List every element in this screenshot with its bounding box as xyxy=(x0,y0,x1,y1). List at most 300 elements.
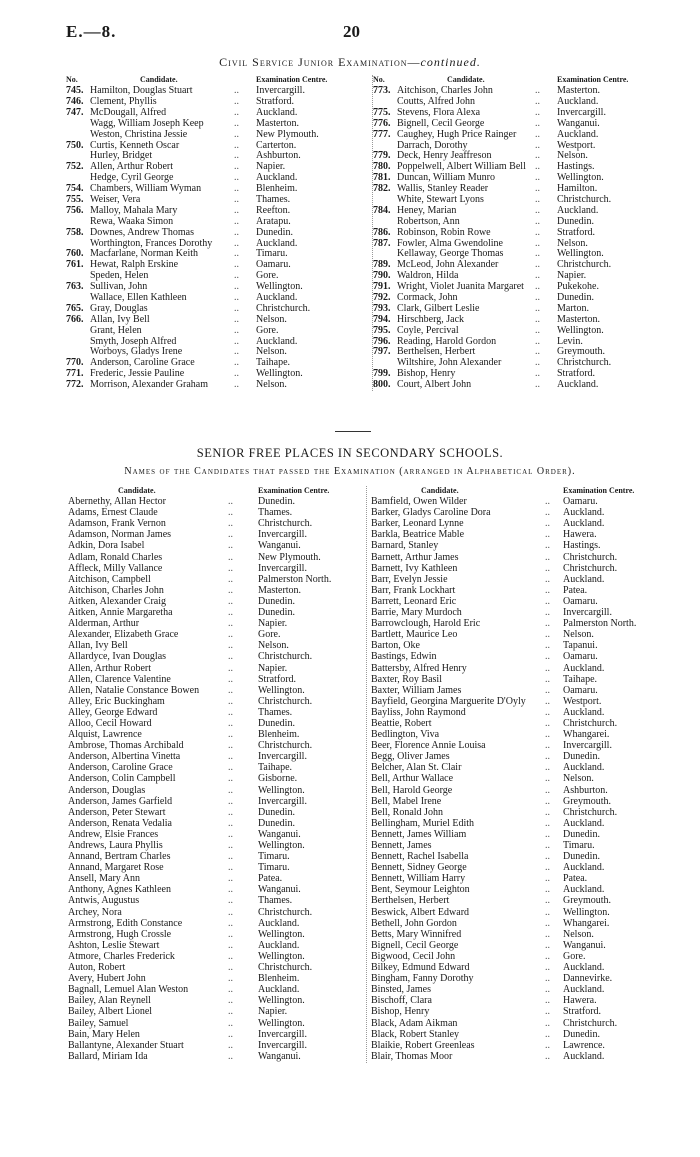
examination-centre: Wellington. xyxy=(563,906,610,918)
examination-centre: Christchurch. xyxy=(563,806,618,818)
candidate-name: Adkin, Dora Isabel xyxy=(68,540,145,552)
candidate-name: Barrowclough, Harold Eric xyxy=(371,618,481,630)
leader-dots: .. xyxy=(545,740,550,752)
leader-dots: .. xyxy=(545,640,550,652)
leader-dots: .. xyxy=(234,259,239,271)
leader-dots: .. xyxy=(545,1028,550,1040)
candidate-name: Bastings, Edwin xyxy=(371,651,437,663)
leader-dots: .. xyxy=(228,740,233,752)
list-item xyxy=(66,228,356,239)
examination-centre: Westport. xyxy=(563,695,602,707)
candidate-name: Berthelsen, Herbert xyxy=(397,346,476,358)
candidate-name: Armstrong, Edith Constance xyxy=(68,917,183,929)
leader-dots: .. xyxy=(228,939,233,951)
leader-dots: .. xyxy=(545,595,550,607)
leader-dots: .. xyxy=(228,906,233,918)
list-item xyxy=(68,1007,358,1018)
examination-centre: Invercargill. xyxy=(563,607,612,619)
leader-dots: .. xyxy=(234,215,239,227)
candidate-name: Baxter, William James xyxy=(371,684,462,696)
examination-centre: Invercargill. xyxy=(563,740,612,752)
leader-dots: .. xyxy=(545,673,550,685)
candidate-name: Bailey, Samuel xyxy=(68,1017,129,1029)
candidate-name: Aitchison, Charles John xyxy=(397,85,493,97)
leader-dots: .. xyxy=(234,324,239,336)
candidate-name: Barrie, Mary Murdoch xyxy=(371,607,462,619)
leader-dots: .. xyxy=(545,1017,550,1029)
leader-dots: .. xyxy=(234,183,239,195)
candidate-name: Bedlington, Viva xyxy=(371,729,440,741)
leader-dots: .. xyxy=(535,95,540,107)
examination-centre: Stratford. xyxy=(258,673,297,685)
examination-centre: Dunedin. xyxy=(563,1028,600,1040)
candidate-name: Allen, Natalie Constance Bowen xyxy=(68,684,200,696)
list-item xyxy=(68,1052,358,1063)
candidate-name: Bigwood, Cecil John xyxy=(371,950,456,962)
examination-centre: New Plymouth. xyxy=(256,128,319,140)
examination-centre: Wellington. xyxy=(258,684,305,696)
leader-dots: .. xyxy=(545,662,550,674)
candidate-name: Malloy, Mahala Mary xyxy=(90,204,178,216)
leader-dots: .. xyxy=(535,226,540,238)
examination-centre: Gore. xyxy=(256,324,279,336)
list-item xyxy=(367,908,687,919)
candidate-name: Bent, Seymour Leighton xyxy=(371,884,470,896)
examination-centre: Masterton. xyxy=(256,117,300,129)
leader-dots: .. xyxy=(228,984,233,996)
candidate-name: Anderson, Douglas xyxy=(68,784,146,796)
examination-centre: Auckland. xyxy=(563,507,605,519)
civil-service-list-left xyxy=(66,75,356,391)
examination-centre: Wellington. xyxy=(256,281,303,293)
examination-centre: Wellington. xyxy=(557,324,604,336)
leader-dots: .. xyxy=(228,662,233,674)
candidate-name: Allen, Clarence Valentine xyxy=(68,673,171,685)
candidate-name: Gray, Douglas xyxy=(90,302,148,314)
leader-dots: .. xyxy=(535,259,540,271)
candidate-name: Annand, Margaret Rose xyxy=(68,862,164,874)
examination-centre: Auckland. xyxy=(563,962,605,974)
examination-centre: Dunedin. xyxy=(258,595,295,607)
examination-centre: Wellington. xyxy=(258,840,305,851)
candidate-name: Bell, Harold George xyxy=(371,784,453,796)
leader-dots: .. xyxy=(234,292,239,304)
leader-dots: .. xyxy=(545,939,550,951)
candidate-name: Grant, Helen xyxy=(90,324,142,336)
candidate-name: Bamfield, Owen Wilder xyxy=(371,496,467,508)
candidate-name: Barker, Gladys Caroline Dora xyxy=(371,507,491,519)
candidate-name: Bishop, Henry xyxy=(397,368,456,380)
list-item xyxy=(68,1019,358,1030)
examination-centre: Oamaru. xyxy=(563,651,598,663)
examination-centre: Masterton. xyxy=(258,584,302,596)
candidate-number: 781. xyxy=(373,172,391,184)
candidate-number: 756. xyxy=(66,204,84,216)
candidate-name: Clement, Phyllis xyxy=(90,95,157,107)
examination-centre: Thames. xyxy=(258,507,293,519)
leader-dots: .. xyxy=(228,851,233,863)
leader-dots: .. xyxy=(234,313,239,325)
list-item xyxy=(367,896,687,907)
section-title-civil-service xyxy=(0,55,700,70)
examination-centre: Auckland. xyxy=(258,984,300,996)
examination-centre: Patea. xyxy=(563,584,588,596)
examination-centre: New Plymouth. xyxy=(258,551,321,563)
candidate-name: Annand, Bertram Charles xyxy=(68,851,171,863)
header-no: No. xyxy=(373,75,385,84)
examination-centre: Blenheim. xyxy=(258,973,300,985)
examination-centre: Timaru. xyxy=(563,840,595,851)
candidate-number: 797. xyxy=(373,346,391,358)
examination-centre: Wellington. xyxy=(557,172,604,184)
examination-centre: Christchurch. xyxy=(256,302,311,314)
examination-centre: Thames. xyxy=(258,706,293,718)
leader-dots: .. xyxy=(234,106,239,118)
candidate-name: Battersby, Alfred Henry xyxy=(371,662,467,674)
list-item xyxy=(66,326,356,337)
candidate-name: Alquist, Lawrence xyxy=(68,729,142,741)
examination-centre: Auckland. xyxy=(563,862,605,874)
examination-centre: Nelson. xyxy=(256,379,287,391)
candidate-number: 787. xyxy=(373,237,391,249)
examination-centre: Aratapu. xyxy=(256,215,291,227)
examination-centre: Nelson. xyxy=(258,640,289,652)
candidate-name: Hamilton, Douglas Stuart xyxy=(90,85,193,97)
examination-centre: Taihape. xyxy=(258,762,293,774)
candidate-name: Hirschberg, Jack xyxy=(397,313,465,325)
candidate-name: Kellaway, George Thomas xyxy=(397,248,504,260)
leader-dots: .. xyxy=(228,540,233,552)
leader-dots: .. xyxy=(545,806,550,818)
candidate-name: Bennett, William Harry xyxy=(371,873,466,885)
examination-centre: Christchurch. xyxy=(563,717,618,729)
candidate-name: Worthington, Frances Dorothy xyxy=(90,237,213,249)
leader-dots: .. xyxy=(545,551,550,563)
examination-centre: Hawera. xyxy=(563,995,597,1007)
candidate-name: Anderson, Caroline Grace xyxy=(90,357,195,369)
leader-dots: .. xyxy=(535,248,540,260)
leader-dots: .. xyxy=(545,784,550,796)
examination-centre: Nelson. xyxy=(256,346,287,358)
candidate-name: Sullivan, John xyxy=(90,281,148,293)
candidate-name: Aitchison, Campbell xyxy=(68,573,151,585)
header-no: No. xyxy=(66,75,78,84)
examination-centre: Invercargill. xyxy=(258,795,307,807)
leader-dots: .. xyxy=(545,928,550,940)
examination-centre: Blenheim. xyxy=(258,729,300,741)
list-item xyxy=(373,228,673,239)
candidate-name: Allen, Arthur Robert xyxy=(90,161,174,173)
list-item xyxy=(68,896,358,907)
candidate-name: White, Stewart Lyons xyxy=(397,194,484,205)
examination-centre: Auckland. xyxy=(557,379,599,391)
examination-centre: Oamaru. xyxy=(563,496,598,508)
examination-centre: Dunedin. xyxy=(258,806,295,818)
candidate-name: Ambrose, Thomas Archibald xyxy=(68,740,184,752)
examination-centre: Dunedin. xyxy=(563,828,600,840)
leader-dots: .. xyxy=(228,595,233,607)
leader-dots: .. xyxy=(545,651,550,663)
examination-centre: Invercargill. xyxy=(258,1039,307,1051)
leader-dots: .. xyxy=(234,161,239,173)
leader-dots: .. xyxy=(545,995,550,1007)
leader-dots: .. xyxy=(545,562,550,574)
candidate-name: Andrew, Elsie Frances xyxy=(68,828,159,840)
candidate-name: Barr, Frank Lockhart xyxy=(371,584,456,596)
examination-centre: Nelson. xyxy=(557,150,588,162)
leader-dots: .. xyxy=(228,862,233,874)
examination-centre: Dunedin. xyxy=(557,215,594,227)
examination-centre: Invercargill. xyxy=(258,562,307,574)
leader-dots: .. xyxy=(228,995,233,1007)
candidate-name: Darrach, Dorothy xyxy=(397,139,468,151)
examination-centre: Wanganui. xyxy=(258,884,301,896)
leader-dots: .. xyxy=(535,302,540,314)
list-item xyxy=(68,652,358,663)
examination-centre: Gore. xyxy=(258,629,281,641)
leader-dots: .. xyxy=(234,237,239,249)
leader-dots: .. xyxy=(228,573,233,585)
leader-dots: .. xyxy=(545,751,550,763)
leader-dots: .. xyxy=(545,684,550,696)
candidate-number: 794. xyxy=(373,313,391,325)
examination-centre: Christchurch. xyxy=(258,518,313,530)
leader-dots: .. xyxy=(228,751,233,763)
candidate-name: Alley, George Edward xyxy=(68,706,158,718)
examination-centre: Gore. xyxy=(563,950,586,962)
examination-centre: Auckland. xyxy=(256,172,298,184)
examination-centre: Masterton. xyxy=(557,313,601,325)
leader-dots: .. xyxy=(228,806,233,818)
examination-centre: Whangarei. xyxy=(563,729,610,741)
leader-dots: .. xyxy=(545,618,550,630)
list-item xyxy=(68,774,358,785)
header-centre: Examination Centre. xyxy=(256,75,328,84)
examination-centre: Auckland. xyxy=(557,95,599,107)
page-number: 20 xyxy=(343,22,360,41)
examination-centre: Gore. xyxy=(256,270,279,282)
candidate-name: Blair, Thomas Moor xyxy=(371,1050,453,1062)
leader-dots: .. xyxy=(228,684,233,696)
examination-centre: Stratford. xyxy=(256,95,295,107)
candidate-name: Allan, Ivy Bell xyxy=(90,313,150,325)
examination-centre: Wellington. xyxy=(258,784,305,796)
candidate-name: Downes, Andrew Thomas xyxy=(90,226,194,238)
candidate-name: Wiltshire, John Alexander xyxy=(397,357,502,369)
examination-centre: Timaru. xyxy=(256,248,288,260)
candidate-name: Aitken, Annie Margaretha xyxy=(68,607,173,619)
leader-dots: .. xyxy=(234,357,239,369)
examination-centre: Invercargill. xyxy=(557,106,606,118)
leader-dots: .. xyxy=(228,496,233,508)
leader-dots: .. xyxy=(234,95,239,107)
examination-centre: Lawrence. xyxy=(563,1039,605,1051)
candidate-number: 795. xyxy=(373,324,391,336)
candidate-name: Bell, Arthur Wallace xyxy=(371,773,454,785)
candidate-name: Alderman, Arthur xyxy=(68,618,140,630)
examination-centre: Wellington. xyxy=(258,928,305,940)
candidate-number: 789. xyxy=(373,259,391,271)
candidate-name: Barr, Evelyn Jessie xyxy=(371,573,448,585)
candidate-name: Macfarlane, Norman Keith xyxy=(90,248,199,260)
candidate-name: Baxter, Roy Basil xyxy=(371,673,442,685)
leader-dots: .. xyxy=(545,1050,550,1062)
candidate-number: 796. xyxy=(373,335,391,347)
examination-centre: Nelson. xyxy=(563,928,594,940)
leader-dots: .. xyxy=(228,695,233,707)
examination-centre: Wanganui. xyxy=(563,939,606,951)
examination-centre: Christchurch. xyxy=(563,1017,618,1029)
candidate-number: 765. xyxy=(66,302,84,314)
leader-dots: .. xyxy=(545,851,550,863)
leader-dots: .. xyxy=(535,128,540,140)
examination-centre: Invercargill. xyxy=(258,1028,307,1040)
candidate-name: McLeod, John Alexander xyxy=(397,259,499,271)
examination-centre: Stratford. xyxy=(557,226,596,238)
civil-service-list-right xyxy=(372,75,673,391)
examination-centre: Wellington. xyxy=(258,995,305,1007)
leader-dots: .. xyxy=(545,1039,550,1051)
leader-dots: .. xyxy=(535,346,540,358)
leader-dots: .. xyxy=(228,1006,233,1018)
leader-dots: .. xyxy=(228,706,233,718)
section-subtitle: Names of the Candidates that passed the Examination (arranged in Alphabetical Order). xyxy=(124,466,576,477)
examination-centre: Stratford. xyxy=(557,368,596,380)
candidate-name: McDougall, Alfred xyxy=(90,106,167,118)
list-item xyxy=(68,541,358,552)
candidate-name: Ashton, Leslie Stewart xyxy=(68,939,160,951)
leader-dots: .. xyxy=(535,215,540,227)
candidate-number: 793. xyxy=(373,302,391,314)
examination-centre: Hastings. xyxy=(563,540,601,552)
leader-dots: .. xyxy=(535,368,540,380)
examination-centre: Oamaru. xyxy=(563,684,598,696)
leader-dots: .. xyxy=(234,117,239,129)
candidate-name: Robertson, Ann xyxy=(397,215,460,227)
leader-dots: .. xyxy=(228,629,233,641)
candidate-name: Wagg, William Joseph Keep xyxy=(90,117,204,129)
list-item xyxy=(68,908,358,919)
leader-dots: .. xyxy=(535,313,540,325)
examination-centre: Dunedin. xyxy=(258,817,295,829)
candidate-name: Bilkey, Edmund Edward xyxy=(371,962,470,974)
candidate-name: Wallace, Ellen Kathleen xyxy=(90,292,187,304)
candidate-number: 755. xyxy=(66,194,84,205)
candidate-name: Smyth, Joseph Alfred xyxy=(90,335,177,347)
candidate-name: Bell, Mabel Irene xyxy=(371,795,442,807)
candidate-number: 786. xyxy=(373,226,391,238)
candidate-name: Anderson, Colin Campbell xyxy=(68,773,176,785)
leader-dots: .. xyxy=(535,161,540,173)
title-text: Civil Service Junior Examination— xyxy=(219,55,421,69)
examination-centre: Timaru. xyxy=(258,862,290,874)
candidate-number: 777. xyxy=(373,128,391,140)
candidate-name: Bignell, Cecil George xyxy=(371,939,459,951)
examination-centre: Dunedin. xyxy=(258,717,295,729)
leader-dots: .. xyxy=(535,183,540,195)
leader-dots: .. xyxy=(234,172,239,184)
list-item xyxy=(66,380,356,391)
leader-dots: .. xyxy=(234,281,239,293)
examination-centre: Dunedin. xyxy=(557,292,594,304)
candidate-name: Bayfield, Georgina Marguerite D'Oyly xyxy=(371,695,526,707)
leader-dots: .. xyxy=(228,1028,233,1040)
header-candidate: Candidate. xyxy=(140,75,178,84)
list-item xyxy=(66,130,356,141)
leader-dots: .. xyxy=(545,884,550,896)
candidate-number: 782. xyxy=(373,183,391,195)
leader-dots: .. xyxy=(228,828,233,840)
examination-centre: Ashburton. xyxy=(563,784,608,796)
candidate-name: Berthelsen, Herbert xyxy=(371,895,450,907)
leader-dots: .. xyxy=(545,973,550,985)
examination-centre: Palmerston North. xyxy=(258,573,332,585)
examination-centre: Wanganui. xyxy=(258,540,301,552)
examination-centre: Wanganui. xyxy=(258,1050,301,1062)
candidate-name: Barnett, Ivy Kathleen xyxy=(371,562,458,574)
leader-dots: .. xyxy=(234,270,239,282)
candidate-name: Anderson, James Garfield xyxy=(68,795,173,807)
examination-centre: Gisborne. xyxy=(258,773,298,785)
leader-dots: .. xyxy=(228,973,233,985)
candidate-name: Blaikie, Robert Greenleas xyxy=(371,1039,475,1051)
candidate-name: Bennett, Sidney George xyxy=(371,862,467,874)
candidate-number: 791. xyxy=(373,281,391,293)
candidate-name: Fowler, Alma Gwendoline xyxy=(397,237,503,249)
candidate-name: Adams, Ernest Claude xyxy=(68,507,158,519)
leader-dots: .. xyxy=(535,292,540,304)
leader-dots: .. xyxy=(545,518,550,530)
candidate-number: 792. xyxy=(373,292,391,304)
candidate-name: Robinson, Robin Rowe xyxy=(397,226,491,238)
candidate-name: Beer, Florence Annie Louisa xyxy=(371,740,486,752)
candidate-number: 752. xyxy=(66,161,84,173)
leader-dots: .. xyxy=(545,573,550,585)
candidate-name: Aitken, Alexander Craig xyxy=(68,595,167,607)
leader-dots: .. xyxy=(545,795,550,807)
candidate-name: Frederic, Jessie Pauline xyxy=(90,368,185,380)
leader-dots: .. xyxy=(535,139,540,151)
leader-dots: .. xyxy=(234,346,239,358)
leader-dots: .. xyxy=(228,607,233,619)
examination-centre: Auckland. xyxy=(256,335,298,347)
leader-dots: .. xyxy=(234,379,239,391)
list-item xyxy=(367,1019,687,1030)
list-item xyxy=(367,786,687,797)
candidate-number: 770. xyxy=(66,357,84,369)
examination-centre: Westport. xyxy=(557,139,596,151)
candidate-name: Binsted, James xyxy=(371,984,431,996)
examination-centre: Christchurch. xyxy=(258,740,313,752)
leader-dots: .. xyxy=(545,862,550,874)
examination-centre: Pukekohe. xyxy=(557,281,599,293)
candidate-name: Bennett, James William xyxy=(371,828,467,840)
candidate-name: Worboys, Gladys Irene xyxy=(90,346,183,358)
leader-dots: .. xyxy=(535,106,540,118)
examination-centre: Wellington. xyxy=(258,1017,305,1029)
leader-dots: .. xyxy=(228,762,233,774)
candidate-name: Waldron, Hilda xyxy=(397,270,459,282)
candidate-name: Coyle, Percival xyxy=(397,324,459,336)
candidate-name: Adlam, Ronald Charles xyxy=(68,551,163,563)
examination-centre: Auckland. xyxy=(258,917,300,929)
examination-centre: Auckland. xyxy=(256,106,298,118)
examination-centre: Hawera. xyxy=(563,529,597,541)
candidate-name: Anderson, Caroline Grace xyxy=(68,762,173,774)
candidate-name: Barrett, Leonard Eric xyxy=(371,595,457,607)
leader-dots: .. xyxy=(535,379,540,391)
leader-dots: .. xyxy=(545,962,550,974)
